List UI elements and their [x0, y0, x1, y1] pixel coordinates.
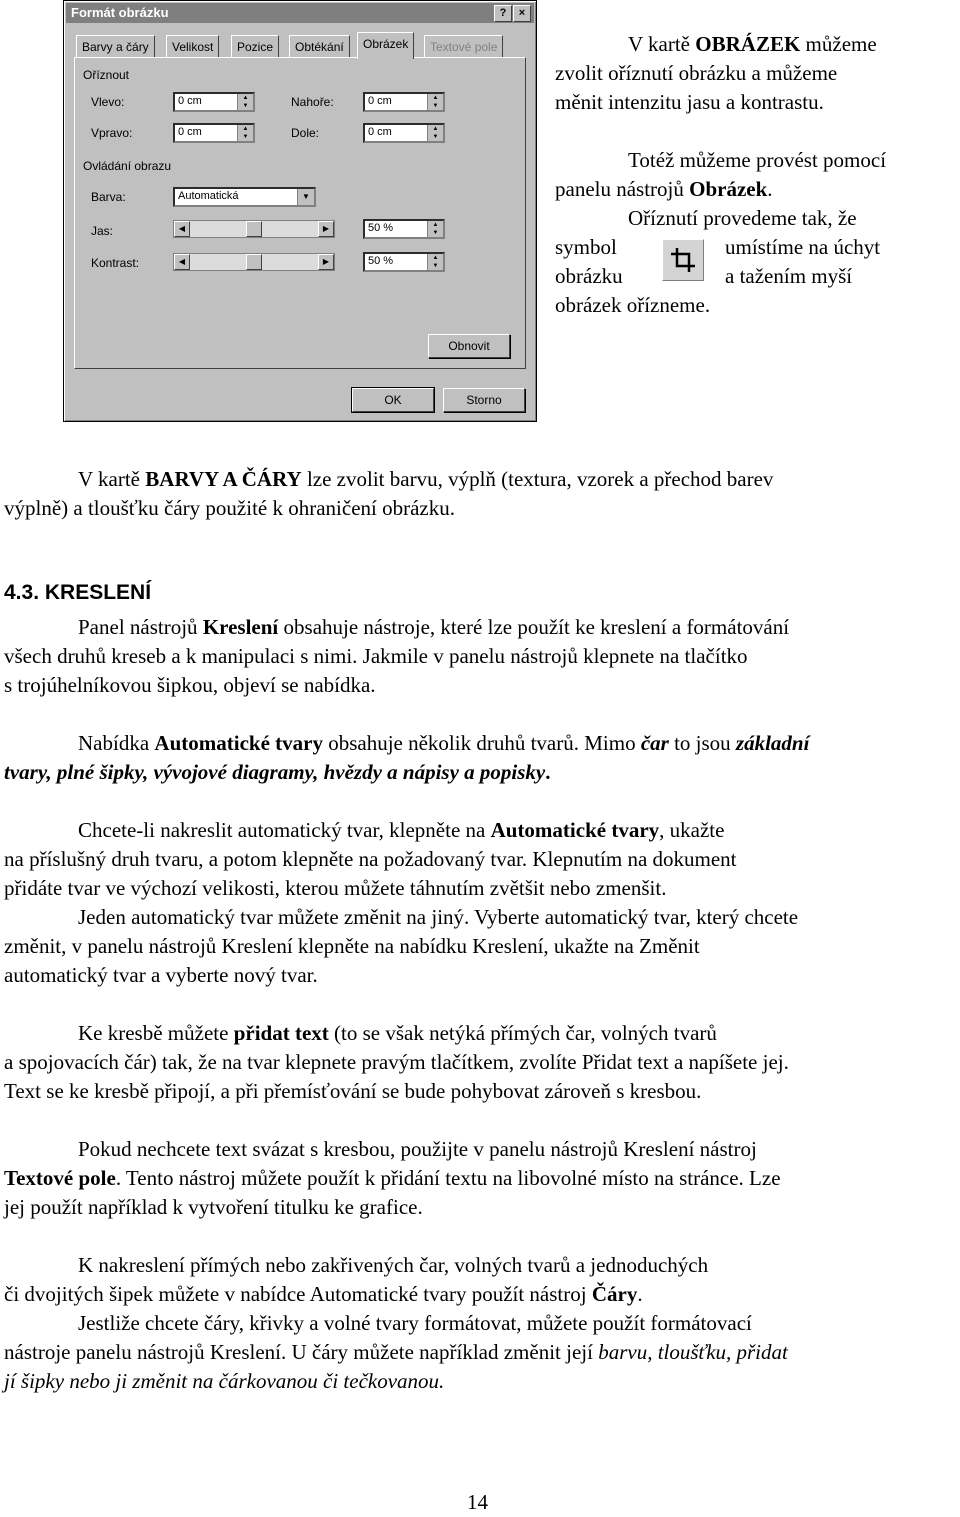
tab-position[interactable]: Pozice	[231, 35, 279, 58]
scroll-right-icon[interactable]: ▶	[318, 254, 334, 270]
dialog-titlebar	[66, 3, 534, 23]
ok-button[interactable]: OK	[352, 388, 434, 412]
scroll-right-icon[interactable]: ▶	[318, 221, 334, 237]
side-text-line: panelu nástrojů Obrázek.	[555, 177, 773, 201]
picture-tab-panel	[74, 57, 526, 369]
contrast-slider[interactable]	[173, 253, 335, 271]
paragraph-line: změnit, v panelu nástrojů Kreslení klepněte na nabídku Kreslení, ukažte na Změnit	[4, 934, 700, 958]
spin-arrows-icon[interactable]: ▲ ▼	[427, 94, 443, 110]
scroll-left-icon[interactable]: ◀	[174, 221, 190, 237]
crop-left-label: Vlevo:	[91, 95, 125, 109]
side-text-line: obrázku	[555, 264, 623, 288]
side-text-line: obrázek ořízneme.	[555, 293, 711, 317]
section-heading: 4.3. KRESLENÍ	[4, 581, 152, 604]
crop-bottom-label: Dole:	[291, 126, 320, 140]
paragraph-line: tvary, plné šipky, vývojové diagramy, hvězdy a nápisy a popisky.	[4, 760, 551, 784]
tab-colors-lines[interactable]: Barvy a čáry	[76, 35, 155, 58]
side-text-line: a tažením myší	[725, 264, 853, 288]
paragraph-line: V kartě BARVY A ČÁRY lze zvolit barvu, výplň (textura, vzorek a přechod barev	[78, 467, 774, 491]
help-button[interactable]: ?	[494, 5, 512, 22]
side-text-line: Oříznutí provedeme tak, že	[628, 206, 857, 230]
paragraph-line: přidáte tvar ve výchozí velikosti, kterou můžete táhnutím zvětšit nebo zmenšit.	[4, 876, 667, 900]
crop-right-input[interactable]: 0 cm ▲ ▼	[173, 123, 255, 143]
paragraph-line: s trojúhelníkovou šipkou, objeví se nabídka.	[4, 673, 376, 697]
paragraph-line: Ke kresbě můžete přidat text (to se však netýká přímých čar, volných tvarů	[78, 1021, 717, 1045]
side-text-line: zvolit oříznutí obrázku a můžeme	[555, 61, 838, 85]
paragraph-line: K nakreslení přímých nebo zakřivených čar, volných tvarů a jednoduchých	[78, 1253, 709, 1277]
side-text-line: V kartě OBRÁZEK můžeme	[628, 32, 877, 56]
contrast-label: Kontrast:	[91, 256, 140, 270]
side-text-line: Totéž můžeme provést pomocí	[628, 148, 887, 172]
tab-text-box: Textové pole	[424, 35, 503, 58]
brightness-slider[interactable]	[173, 220, 335, 238]
reset-button[interactable]: Obnovit	[428, 334, 510, 358]
crop-top-label: Nahoře:	[291, 95, 334, 109]
paragraph-line: Text se ke kresbě připojí, a při přemísťování se bude pohybovat zároveň s kresbou.	[4, 1079, 702, 1103]
crop-right-label: Vpravo:	[91, 126, 133, 140]
spin-arrows-icon[interactable]: ▲ ▼	[237, 125, 253, 141]
crop-group-label: Oříznout	[83, 68, 130, 82]
crop-top-input[interactable]: 0 cm ▲ ▼	[363, 92, 445, 112]
paragraph-line: Pokud nechcete text svázat s kresbou, použijte v panelu nástrojů Kreslení nástroj	[78, 1137, 757, 1161]
side-text-line: symbol	[555, 235, 617, 259]
brightness-label: Jas:	[91, 224, 114, 238]
paragraph-line: Panel nástrojů Kreslení obsahuje nástroje, které lze použít ke kreslení a formátování	[78, 615, 790, 639]
crop-left-input[interactable]: 0 cm ▲ ▼	[173, 92, 255, 112]
image-control-group-label: Ovládání obrazu	[83, 159, 172, 173]
spin-arrows-icon[interactable]: ▲ ▼	[427, 125, 443, 141]
side-text-line: umístíme na úchyt	[725, 235, 881, 259]
tab-size[interactable]: Velikost	[166, 35, 219, 58]
paragraph-line: automatický tvar a vyberte nový tvar.	[4, 963, 318, 987]
paragraph-line: Textové pole. Tento nástroj můžete použít k přidání textu na libovolné místo na stránce. Lze	[4, 1166, 781, 1190]
spin-arrows-icon[interactable]: ▲ ▼	[237, 94, 253, 110]
paragraph-line: Jeden automatický tvar můžete změnit na jiný. Vyberte automatický tvar, který chcete	[78, 905, 799, 929]
paragraph-line: na příslušný druh tvaru, a potom klepněte na požadovaný tvar. Klepnutím na dokument	[4, 847, 737, 871]
format-picture-dialog	[63, 0, 537, 422]
paragraph-line: všech druhů kreseb a k manipulaci s nimi. Jakmile v panelu nástrojů klepnete na tlačítko	[4, 644, 748, 668]
color-select[interactable]: Automatická ▼	[173, 187, 316, 207]
tab-wrapping[interactable]: Obtékání	[289, 35, 350, 58]
crop-bottom-input[interactable]: 0 cm ▲ ▼	[363, 123, 445, 143]
paragraph-line: výplně) a tloušťku čáry použité k ohraničení obrázku.	[4, 496, 455, 520]
side-text-line: měnit intenzitu jasu a kontrastu.	[555, 90, 824, 114]
cancel-button[interactable]: Storno	[443, 388, 525, 412]
paragraph-line: či dvojitých šipek můžete v nabídce Automatické tvary použít nástroj Čáry.	[4, 1282, 643, 1306]
page-number: 14	[467, 1490, 488, 1514]
paragraph-line: jej použít například k vytvoření titulku ke grafice.	[4, 1195, 423, 1219]
paragraph-line: jí šipky nebo ji změnit na čárkovanou či tečkovanou.	[4, 1369, 445, 1393]
close-button[interactable]: ×	[513, 5, 531, 22]
brightness-slider-thumb[interactable]	[246, 221, 262, 237]
chevron-down-icon[interactable]: ▼	[297, 189, 314, 205]
contrast-input[interactable]: 50 % ▲ ▼	[363, 252, 445, 272]
tab-picture[interactable]: Obrázek	[357, 32, 414, 59]
paragraph-line: Jestliže chcete čáry, křivky a volné tvary formátovat, můžete použít formátovací	[78, 1311, 752, 1335]
paragraph-line: Nabídka Automatické tvary obsahuje několik druhů tvarů. Mimo čar to jsou základní	[78, 731, 810, 755]
paragraph-line: Chcete-li nakreslit automatický tvar, klepněte na Automatické tvary, ukažte	[78, 818, 725, 842]
crop-icon	[662, 239, 704, 281]
color-label: Barva:	[91, 190, 126, 204]
scroll-left-icon[interactable]: ◀	[174, 254, 190, 270]
spin-arrows-icon[interactable]: ▲ ▼	[427, 254, 443, 270]
contrast-slider-thumb[interactable]	[246, 254, 262, 270]
paragraph-line: nástroje panelu nástrojů Kreslení. U čáry můžete například změnit její barvu, tloušťku, přidat	[4, 1340, 788, 1364]
dialog-title: Formát obrázku	[71, 5, 169, 20]
paragraph-line: a spojovacích čár) tak, že na tvar klepnete pravým tlačítkem, zvolíte Přidat text a napíšete jej.	[4, 1050, 789, 1074]
spin-arrows-icon[interactable]: ▲ ▼	[427, 221, 443, 237]
brightness-input[interactable]: 50 % ▲ ▼	[363, 219, 445, 239]
